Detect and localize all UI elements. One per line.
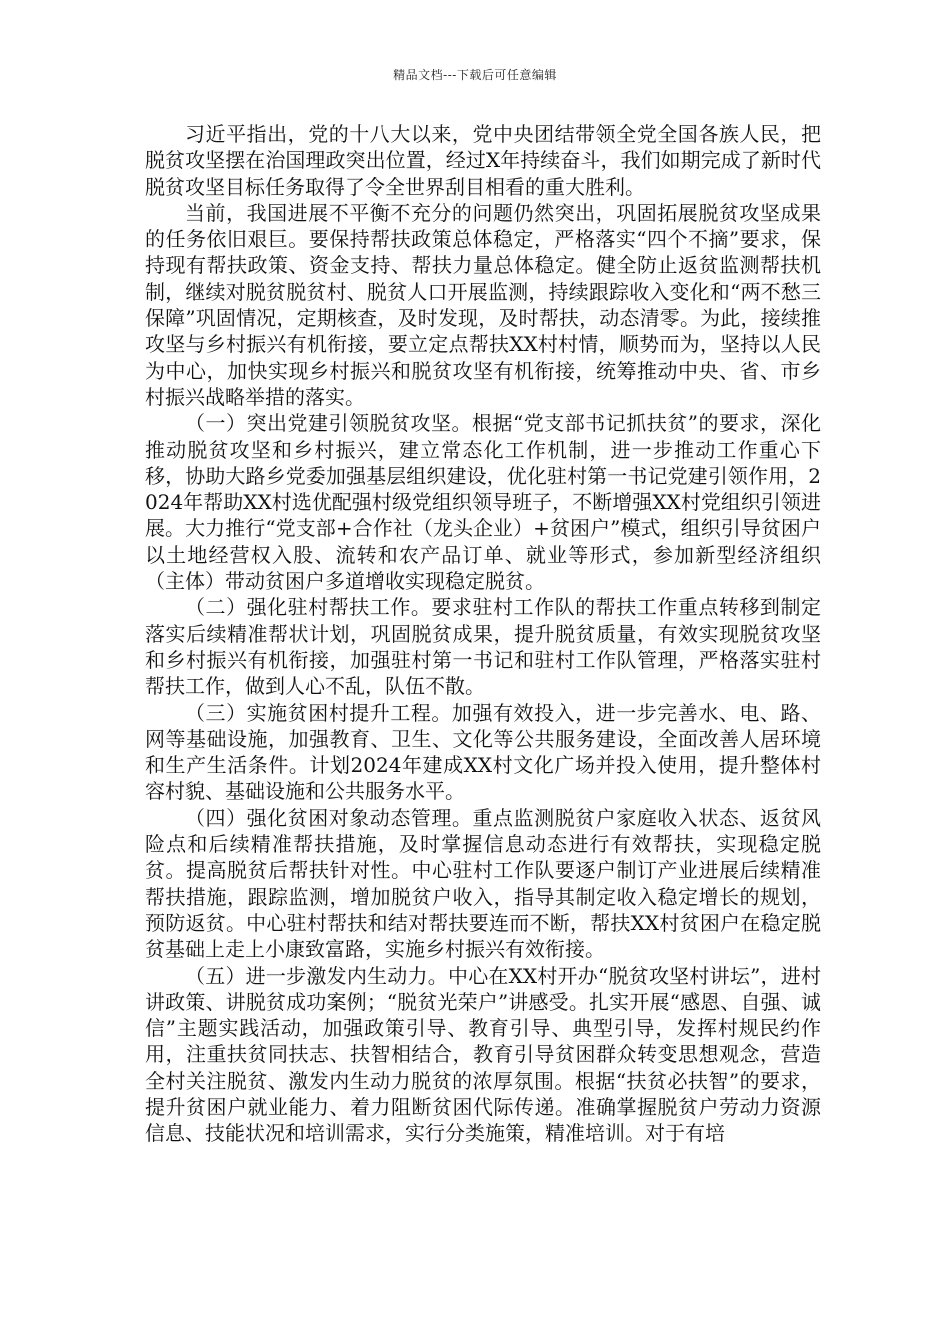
paragraph-intro: 习近平指出，党的十八大以来，党中央团结带领全党全国各族人民，把脱贫攻坚摆在治国理政突出位置，经过X年持续奋斗，我们如期完成了新时代脱贫攻坚目标任务取得了令全世界刮目相看的重大胜利。 [145,122,821,199]
paragraph-section-4: （四）强化贫困对象动态管理。重点监测脱贫户家庭收入状态、返贫风险点和后续精准帮扶措施，及时掌握信息动态进行有效帮扶，实现稳定脱贫。提高脱贫后帮扶针对性。中心驻村工作队要逐户制订产业进展后续精准帮扶措施，跟踪监测，增加脱贫户收入，指导其制定收入稳定增长的规划，预防返贫。中心驻村帮扶和结对帮扶要连而不断，帮扶XX村贫困户在稳定脱贫基础上走上小康致富路，实施乡村振兴有效衔接。 [145,805,821,962]
paragraph-section-2: （二）强化驻村帮扶工作。要求驻村工作队的帮扶工作重点转移到制定落实后续精准帮状计划，巩固脱贫成果，提升脱贫质量，有效实现脱贫攻坚和乡村振兴有机衔接，加强驻村第一书记和驻村工作队管理，严格落实驻村帮扶工作，做到人心不乱，队伍不散。 [145,595,821,699]
document-body [145,121,821,1147]
paragraph-section-1: （一）突出党建引领脱贫攻坚。根据“党支部书记抓扶贫”的要求，深化推动脱贫攻坚和乡村振兴，建立常态化工作机制，进一步推动工作重心下移，协助大路乡党委加强基层组织建设，优化驻村第一书记党建引领作用，2024年帮助XX村选优配强村级党组织领导班子，不断增强XX村党组织引领进展。大力推行“党支部+合作社（龙头企业）+贫困户”模式，组织引导贫困户以土地经营权入股、流转和农产品订单、就业等形式，参加新型经济组织（主体）带动贫困户多道增收实现稳定脱贫。 [145,411,821,594]
paragraph-section-3: （三）实施贫困村提升工程。加强有效投入，进一步完善水、电、路、网等基础设施，加强教育、卫生、文化等公共服务建设，全面改善人居环境和生产生活条件。计划2024年建成XX村文化广场并投入使用，提升整体村容村貌、基础设施和公共服务水平。 [145,700,821,804]
paragraph-current-situation: 当前，我国进展不平衡不充分的问题仍然突出，巩固拓展脱贫攻坚成果的任务依旧艰巨。要保持帮扶政策总体稳定，严格落实“四个不摘”要求，保持现有帮扶政策、资金支持、帮扶力量总体稳定。健全防止返贫监测帮扶机制，继续对脱贫脱贫村、脱贫人口开展监测，持续跟踪收入变化和“两不愁三保障”巩固情况，定期核查，及时发现，及时帮扶，动态清零。为此，接续推攻坚与乡村振兴有机衔接，要立定点帮扶XX村村情，顺势而为，坚持以人民为中心，加快实现乡村振兴和脱贫攻坚有机衔接，统筹推动中央、省、市乡村振兴战略举措的落实。 [145,200,821,409]
page-header-note: 精品文档---下载后可任意编辑 [393,68,557,82]
paragraph-section-5: （五）进一步激发内生动力。中心在XX村开办“脱贫攻坚村讲坛”，进村讲政策、讲脱贫成功案例；“脱贫光荣户”讲感受。扎实开展“感恩、自强、诚信”主题实践活动，加强政策引导、教育引导、典型引导，发挥村规民约作用，注重扶贫同扶志、扶智相结合，教育引导贫困群众转变思想观念，营造全村关注脱贫、激发内生动力脱贫的浓厚氛围。根据“扶贫必扶智”的要求，提升贫困户就业能力、着力阻断贫困代际传递。准确掌握脱贫户劳动力资源信息、技能状况和培训需求，实行分类施策，精准培训。对于有培 [145,963,821,1146]
